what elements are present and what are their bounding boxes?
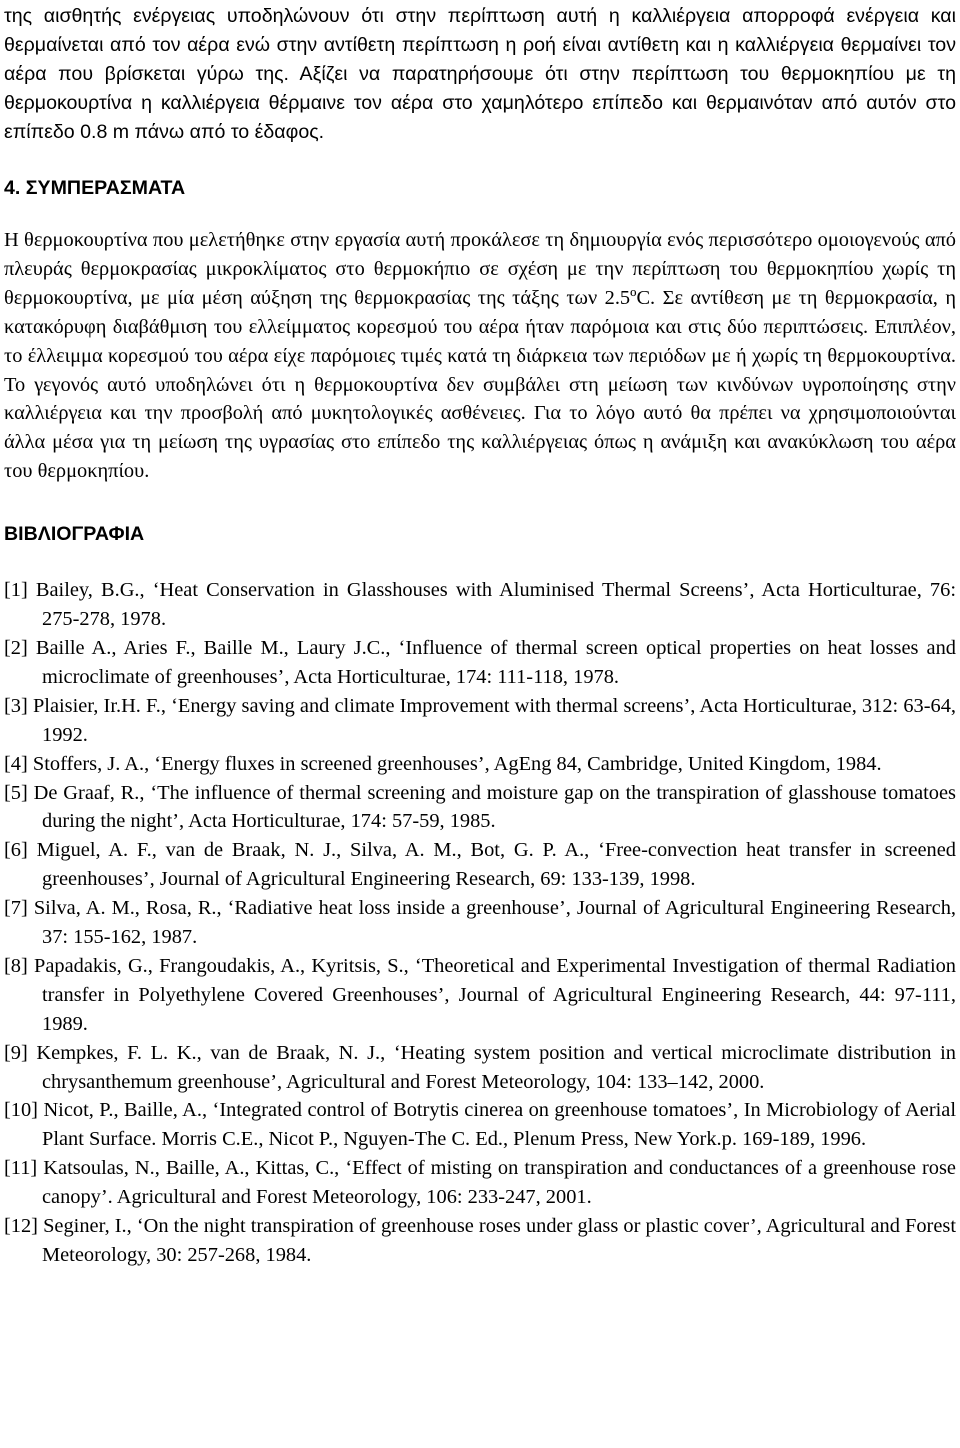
reference-text: Nicot, P., Baille, A., ‘Integrated control of Botrytis cinerea on greenhouse tomatoes’, In Microbiology of Aerial Plant Surface. Morris C.E., Nicot P., Nguyen-The C. Ed., Plenum Press, New York.p. 169-189, 1996. bbox=[42, 1099, 956, 1151]
reference-item bbox=[4, 836, 956, 894]
reference-item bbox=[4, 1154, 956, 1212]
reference-text: Stoffers, J. A., ‘Energy fluxes in screened greenhouses’, AgEng 84, Cambridge, United Kingdom, 1984. bbox=[32, 752, 882, 775]
reference-number: [8] bbox=[4, 954, 28, 977]
reference-text: Miguel, A. F., van de Braak, N. J., Silva, A. M., Bot, G. P. A., ‘Free-convection heat transfer in screened greenhouses’, Journal of Agricultural Engineering Research, 69: 133-139, 1998. bbox=[36, 839, 956, 891]
reference-item bbox=[4, 779, 956, 837]
reference-item bbox=[4, 894, 956, 952]
reference-text: De Graaf, R., ‘The influence of thermal screening and moisture gap on the transpiration of glasshouse tomatoes during the night’, Acta Horticulturae, 174: 57-59, 1985. bbox=[33, 781, 956, 833]
reference-item bbox=[4, 634, 956, 692]
reference-item bbox=[4, 1039, 956, 1097]
section-heading-conclusions: 4. ΣΥΜΠΕΡΑΣΜΑΤΑ bbox=[4, 177, 186, 199]
reference-number: [4] bbox=[4, 752, 28, 775]
reference-text: Bailey, B.G., ‘Heat Conservation in Glasshouses with Aluminised Thermal Screens’, Acta Horticulturae, 76: 275-278, 1978. bbox=[35, 579, 956, 631]
reference-number: [10] bbox=[4, 1099, 38, 1122]
reference-text: Plaisier, Ir.H. F., ‘Energy saving and climate Improvement with thermal screens’, Acta Horticulturae, 312: 63-64, 1992. bbox=[32, 694, 956, 746]
reference-number: [12] bbox=[4, 1215, 38, 1238]
reference-text: Katsoulas, N., Baille, A., Kittas, C., ‘Effect of misting on transpiration and conductances of a greenhouse rose canopy’. Agricultural and Forest Meteorology, 106: 233-247, 2001. bbox=[42, 1157, 956, 1209]
reference-number: [9] bbox=[4, 1041, 28, 1064]
reference-text: Silva, A. M., Rosa, R., ‘Radiative heat loss inside a greenhouse’, Journal of Agricultural Engineering Research, 37: 155-162, 1987. bbox=[33, 897, 956, 949]
reference-number: [6] bbox=[4, 839, 28, 862]
reference-text: Baille A., Aries F., Baille M., Laury J.C., ‘Influence of thermal screen optical properties on heat losses and microclimate of greenhouses’, Acta Horticulturae, 174: 111-118, 1978. bbox=[35, 636, 956, 688]
reference-number: [11] bbox=[4, 1157, 38, 1180]
reference-list bbox=[4, 576, 956, 1270]
reference-number: [5] bbox=[4, 781, 28, 804]
reference-item bbox=[4, 576, 956, 634]
reference-text: Papadakis, G., Frangoudakis, A., Kyritsis, S., ‘Theoretical and Experimental Investigation of thermal Radiation transfer in Polyethylene Covered Greenhouses’, Journal of Agricultural Engineering Research, 44: 97-111, 1989. bbox=[33, 954, 956, 1035]
conclusion-paragraph: Η θερμοκουρτίνα που μελετήθηκε στην εργασία αυτή προκάλεσε τη δημιουργία ενός περισσότερο ομοιογενούς από πλευράς θερμοκρασίας μικροκλίματος στο θερμοκήπιο σε σχέση με την περίπτωση του θερμοκηπίου χωρίς τη θερμοκουρτίνα, με μία μέση αύξηση της θερμοκρασίας της τάξης των 2.5ºC. Σε αντίθεση με τη θερμοκρασία, η κατακόρυφη διαβάθμιση του ελλείμματος κορεσμού του αέρα ήταν παρόμοια και στις δύο περιπτώσεις. Επιπλέον, το έλλειμμα κορεσμού του αέρα είχε παρόμοιες τιμές κατά τη διάρκεια των περιόδων με ή χωρίς τη θερμοκουρτίνα. Το γεγονός αυτό υποδηλώνει ότι η θερμοκουρτίνα δεν συμβάλει στη μείωση των κινδύνων υγροποίησης στην καλλιέργεια και την προσβολή από μυκητολογικές ασθένειες. Για το λόγο αυτό θα πρέπει να χρησιμοποιούνται άλλα μέσα για τη μείωση της υγρασίας στο επίπεδο της καλλιέργειας όπως η ανάμιξη και ανακύκλωση του αέρα του θερμοκηπίου. bbox=[4, 229, 956, 483]
reference-number: [7] bbox=[4, 897, 28, 920]
reference-number: [2] bbox=[4, 636, 28, 659]
reference-text: Kempkes, F. L. K., van de Braak, N. J., ‘Heating system position and vertical microclimate distribution in chrysanthemum greenhouse’, Agricultural and Forest Meteorology, 104: 133–142, 2000. bbox=[36, 1041, 956, 1093]
intro-paragraph: της αισθητής ενέργειας υποδηλώνουν ότι στην περίπτωση αυτή η καλλιέργεια απορροφά ενέργεια και θερμαίνεται από τον αέρα ενώ στην αντίθετη περίπτωση η ροή είναι αντίθετη και η καλλιέργεια θερμαίνει τον αέρα που βρίσκεται γύρω της. Αξίζει να παρατηρήσουμε ότι στην περίπτωση του θερμοκηπίου με τη θερμοκουρτίνα η καλλιέργεια θέρμαινε τον αέρα στο χαμηλότερο επίπεδο και θερμαινόταν από αυτόν στο επίπεδο 0.8 m πάνω από το έδαφος. bbox=[4, 5, 956, 143]
reference-number: [3] bbox=[4, 694, 28, 717]
bibliography-heading: ΒΙΒΛΙΟΓΡΑΦΙΑ bbox=[4, 523, 145, 546]
reference-number: [1] bbox=[4, 579, 28, 602]
reference-item bbox=[4, 1212, 956, 1270]
reference-item bbox=[4, 1096, 956, 1154]
reference-item bbox=[4, 750, 956, 779]
reference-item bbox=[4, 692, 956, 750]
reference-item bbox=[4, 952, 956, 1039]
reference-text: Seginer, I., ‘On the night transpiration of greenhouse roses under glass or plastic cover’, Agricultural and Forest Meteorology, 30: 257-268, 1984. bbox=[42, 1215, 956, 1266]
